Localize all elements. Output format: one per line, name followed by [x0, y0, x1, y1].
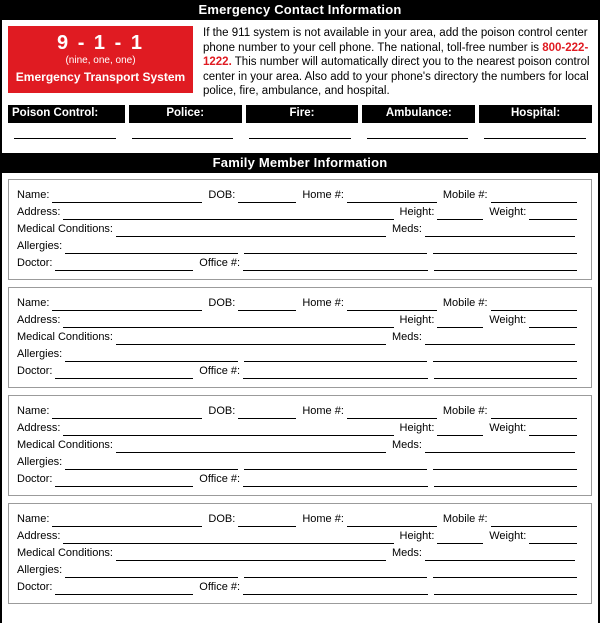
input-allergies-cont[interactable] [244, 566, 427, 578]
input-doctor[interactable] [55, 367, 193, 379]
section-header-emergency: Emergency Contact Information [2, 0, 598, 20]
row-allergies [17, 346, 583, 362]
field-label-medical: Medical Conditions: [17, 222, 113, 235]
field-label-mobile: Mobile #: [442, 296, 488, 309]
input-office-phone[interactable] [243, 583, 428, 595]
label-ambulance: Ambulance: [362, 105, 475, 123]
field-label-name: Name: [17, 188, 50, 201]
input-doctor[interactable] [55, 259, 193, 271]
field-label-name: Name: [17, 296, 50, 309]
nine-one-one-box [8, 26, 193, 93]
field-label-name: Name: [17, 512, 50, 525]
field-label-dob: DOB: [208, 188, 236, 201]
field-label-home: Home #: [302, 404, 344, 417]
field-label-office: Office #: [199, 364, 241, 377]
input-weight[interactable] [529, 424, 577, 436]
input-name[interactable] [52, 407, 202, 419]
row-allergies [17, 238, 583, 254]
section-header-family: Family Member Information [2, 153, 598, 173]
input-allergies[interactable] [65, 350, 238, 362]
input-height[interactable] [437, 208, 483, 220]
row-allergies [17, 454, 583, 470]
field-label-mobile: Mobile #: [442, 404, 488, 417]
field-label-allergies: Allergies: [17, 455, 63, 468]
field-label-allergies: Allergies: [17, 347, 63, 360]
row-doctor [17, 471, 583, 487]
input-mobile-phone[interactable] [491, 407, 577, 419]
label-police: Police: [129, 105, 242, 123]
input-home-phone[interactable] [347, 407, 437, 419]
field-label-meds: Meds: [392, 222, 422, 235]
family-member-card [8, 503, 592, 604]
field-label-mobile: Mobile #: [442, 512, 488, 525]
input-height[interactable] [437, 424, 483, 436]
field-label-office: Office #: [199, 256, 241, 269]
field-label-allergies: Allergies: [17, 563, 63, 576]
family-member-cards [2, 173, 598, 604]
input-doctor[interactable] [55, 583, 193, 595]
family-member-card [8, 179, 592, 280]
write-line-poison-control[interactable] [14, 137, 116, 139]
emergency-info-block [2, 20, 598, 101]
field-label-home: Home #: [302, 188, 344, 201]
row-doctor [17, 363, 583, 379]
family-member-card [8, 287, 592, 388]
field-label-medical: Medical Conditions: [17, 330, 113, 343]
input-allergies-cont[interactable] [244, 458, 427, 470]
field-label-office: Office #: [199, 472, 241, 485]
label-hospital: Hospital: [479, 105, 592, 123]
row-address [17, 312, 583, 328]
input-meds[interactable] [425, 549, 575, 561]
field-label-name: Name: [17, 404, 50, 417]
input-allergies-tail[interactable] [433, 350, 577, 362]
input-address[interactable] [63, 316, 393, 328]
write-line-police[interactable] [132, 137, 234, 139]
input-dob[interactable] [238, 407, 296, 419]
input-allergies-cont[interactable] [244, 242, 427, 254]
field-label-address: Address: [17, 313, 61, 326]
field-label-meds: Meds: [392, 330, 422, 343]
field-label-doctor: Doctor: [17, 364, 53, 377]
blurb-text-part2: This number will automatically direct you to the nearest poison control center in your area. Also add to your phone's directory the numbers for local police, fire, ambulance, and hospital. [203, 56, 590, 97]
input-doctor[interactable] [55, 475, 193, 487]
field-label-allergies: Allergies: [17, 239, 63, 252]
poison-control-number: 800-222-1222. [203, 41, 589, 68]
input-height[interactable] [437, 316, 483, 328]
input-mobile-phone[interactable] [491, 515, 577, 527]
input-allergies-cont[interactable] [244, 350, 427, 362]
input-meds[interactable] [425, 225, 575, 237]
input-dob[interactable] [238, 299, 296, 311]
input-mobile-phone[interactable] [491, 299, 577, 311]
input-medical-conditions[interactable] [116, 225, 386, 237]
input-weight[interactable] [529, 316, 577, 328]
row-medical [17, 437, 583, 453]
row-allergies [17, 562, 583, 578]
input-home-phone[interactable] [347, 299, 437, 311]
field-label-dob: DOB: [208, 296, 236, 309]
input-dob[interactable] [238, 515, 296, 527]
row-doctor [17, 255, 583, 271]
input-address[interactable] [63, 208, 393, 220]
field-label-meds: Meds: [392, 438, 422, 451]
input-home-phone[interactable] [347, 515, 437, 527]
input-medical-conditions[interactable] [116, 441, 386, 453]
row-address [17, 204, 583, 220]
field-label-doctor: Doctor: [17, 256, 53, 269]
write-line-hospital[interactable] [484, 137, 586, 139]
input-allergies[interactable] [65, 242, 238, 254]
row-name [17, 295, 583, 311]
input-medical-conditions[interactable] [116, 333, 386, 345]
field-label-medical: Medical Conditions: [17, 438, 113, 451]
row-medical [17, 329, 583, 345]
input-address[interactable] [63, 424, 393, 436]
input-medical-conditions[interactable] [116, 549, 386, 561]
row-address [17, 420, 583, 436]
emergency-contact-write-lines [2, 123, 598, 139]
field-label-dob: DOB: [208, 512, 236, 525]
write-line-fire[interactable] [249, 137, 351, 139]
input-office-phone[interactable] [243, 259, 428, 271]
write-line-ambulance[interactable] [367, 137, 469, 139]
field-label-weight: Weight: [489, 205, 527, 218]
row-medical [17, 545, 583, 561]
field-label-weight: Weight: [489, 421, 527, 434]
field-label-weight: Weight: [489, 313, 527, 326]
nine-one-one-spelled: (nine, one, one) [65, 55, 136, 66]
field-label-medical: Medical Conditions: [17, 546, 113, 559]
input-name[interactable] [52, 515, 202, 527]
blurb-text-part1: If the 911 system is not available in your area, add the poison control center phone number to your cell phone. The national, toll-free number is [203, 27, 588, 54]
label-poison-control: Poison Control: [8, 105, 125, 123]
input-office-phone[interactable] [243, 475, 428, 487]
input-doctor-tail[interactable] [434, 259, 577, 271]
field-label-address: Address: [17, 421, 61, 434]
input-dob[interactable] [238, 191, 296, 203]
field-label-home: Home #: [302, 296, 344, 309]
row-doctor [17, 579, 583, 595]
field-label-weight: Weight: [489, 529, 527, 542]
input-home-phone[interactable] [347, 191, 437, 203]
input-meds[interactable] [425, 333, 575, 345]
field-label-meds: Meds: [392, 546, 422, 559]
row-name [17, 187, 583, 203]
input-doctor-tail[interactable] [434, 475, 577, 487]
input-weight[interactable] [529, 208, 577, 220]
row-medical [17, 221, 583, 237]
input-allergies[interactable] [65, 458, 238, 470]
input-allergies[interactable] [65, 566, 238, 578]
input-name[interactable] [52, 299, 202, 311]
input-meds[interactable] [425, 441, 575, 453]
label-fire: Fire: [246, 105, 359, 123]
input-weight[interactable] [529, 532, 577, 544]
emergency-contact-labels [2, 101, 598, 123]
field-label-doctor: Doctor: [17, 472, 53, 485]
input-height[interactable] [437, 532, 483, 544]
field-label-address: Address: [17, 205, 61, 218]
input-name[interactable] [52, 191, 202, 203]
input-office-phone[interactable] [243, 367, 428, 379]
field-label-height: Height: [399, 529, 435, 542]
field-label-height: Height: [399, 205, 435, 218]
family-member-card [8, 395, 592, 496]
row-address [17, 528, 583, 544]
input-mobile-phone[interactable] [491, 191, 577, 203]
nine-one-one-number: 9 - 1 - 1 [57, 32, 144, 54]
input-doctor-tail[interactable] [434, 583, 577, 595]
row-name [17, 403, 583, 419]
field-label-home: Home #: [302, 512, 344, 525]
input-allergies-tail[interactable] [433, 242, 577, 254]
emergency-transport-system-label: Emergency Transport System [15, 70, 186, 84]
field-label-doctor: Doctor: [17, 580, 53, 593]
input-allergies-tail[interactable] [433, 458, 577, 470]
field-label-office: Office #: [199, 580, 241, 593]
field-label-dob: DOB: [208, 404, 236, 417]
input-address[interactable] [63, 532, 393, 544]
field-label-height: Height: [399, 313, 435, 326]
field-label-mobile: Mobile #: [442, 188, 488, 201]
input-allergies-tail[interactable] [433, 566, 577, 578]
poison-control-blurb [193, 26, 592, 99]
input-doctor-tail[interactable] [434, 367, 577, 379]
row-name [17, 511, 583, 527]
field-label-height: Height: [399, 421, 435, 434]
field-label-address: Address: [17, 529, 61, 542]
